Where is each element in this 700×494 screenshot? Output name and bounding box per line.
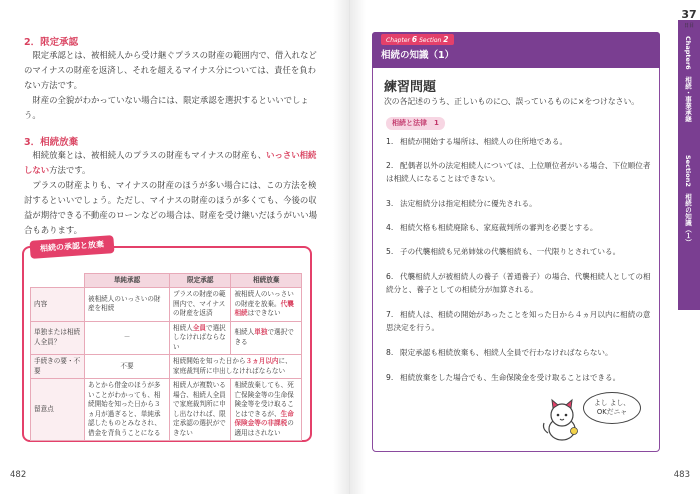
list-item: 2. 配偶者以外の法定相続人については、上位順位者がいる場合、下位順位者は相続人になることはできない。	[386, 161, 651, 183]
table-corner	[31, 274, 85, 288]
list-item: 3. 法定相続分は指定相続分に優先される。	[386, 199, 537, 208]
list-item: 5. 子の代襲相続も兄弟姉妹の代襲相続も、一代限りとされている。	[386, 247, 621, 256]
section-2-paragraph-2: 財産の全貌がわかっていない場合には、限定承認を選択するといいでしょう。	[24, 95, 309, 120]
section-3-title: 3．相続放棄	[24, 137, 79, 148]
page-number-left: 482	[10, 470, 27, 480]
section-3-paragraph-2: プラスの財産よりも、マイナスの財産のほうが多い場合には、この方法を検討するといいでしょう。ただし、マイナスの財産のほうが多くても、今後の収益が期待できる不動産のローンなどの場合は、財産を受け継いだほうがいい場合もあります。	[24, 180, 317, 235]
section-2-paragraph-1: 限定承認とは、被相続人から受け継ぐプラスの財産の範囲内で、借入れなどのマイナスの財産を返済し、それを超えるマイナス分については、責任を負わない方法です。	[24, 50, 317, 90]
cat-mascot-icon	[538, 395, 588, 445]
list-item: 6. 代襲相続人が被相続人の養子（普通養子）の場合、代襲相続人としての相続分と、養子としての相続分が加算される。	[386, 272, 651, 294]
day-number: 37	[681, 8, 697, 21]
table-row: 内容 被相続人のいっさいの財産を相続 プラスの財産の範囲内で、マイナスの財産を返済 被相続人のいっさいの財産を放棄。代襲相続はできない	[31, 288, 302, 322]
header-simple-acceptance: 単純承認	[85, 274, 170, 288]
section-3-paragraph-1: 相続放棄とは、被相続人のプラスの財産もマイナスの財産も、いっさい相続しない方法です。	[24, 150, 317, 175]
gutter-shadow	[333, 0, 349, 494]
table-row: 留意点 あとから借金のほうが多いことがわかっても、相続開始を知った日から３ヵ月が過ぎると、単純承認したものとみなされ、借金を背負うことになる 相続人が複数いる場合、相続人全員で家庭裁判所に申し出なければ、限定承認の選択ができない 相続放棄しても、死亡保険金等の生命保険金等を受け取ることはできるが、生命保険金等の非課税の適用はされない	[31, 379, 302, 441]
chapter-section-badge: Chapter 6 Section 2	[381, 34, 454, 45]
gutter-shadow	[350, 0, 366, 494]
list-item: 8. 限定承認も相続放棄も、相続人全員で行わなければならない。	[386, 348, 613, 357]
speech-bubble: よし よし、 OKだニャ	[583, 392, 641, 424]
comparison-table	[30, 273, 302, 441]
side-chapter-label: Chapter6 相続・事業承継	[684, 36, 692, 122]
side-section-label: Section2 相続の知識（１）	[684, 155, 692, 246]
day-unit: 日目	[683, 23, 694, 29]
table-row: 単独または相続人全員？ － 相続人全員で選択しなければならない 相続人単独で選択できる	[31, 321, 302, 355]
header-limited-acceptance: 限定承認	[170, 274, 231, 288]
exercise-topic-title: 相続の知識（1）	[381, 50, 455, 61]
highlight-no-inheritance: いっさい相続しない	[24, 150, 317, 175]
question-category-tag: 相続と法律 1	[386, 117, 445, 130]
exercise-box	[372, 32, 660, 452]
list-item: 9. 相続放棄をした場合でも、生命保険金を受け取ることはできる。	[386, 373, 621, 382]
table-title-tab: 相続の承認と放棄	[29, 235, 114, 259]
header-renunciation: 相続放棄	[231, 274, 302, 288]
section-2-title: 2．限定承認	[24, 37, 79, 48]
list-item: 4. 相続欠格も相続廃除も、家庭裁判所の審判を必要とする。	[386, 223, 598, 232]
list-item: 1. 相続が開始する場所は、相続人の住所地である。	[386, 137, 568, 146]
page-number-right: 483	[673, 470, 690, 480]
exercise-instructions: 次の各記述のうち、正しいものに○、誤っているものに×をつけなさい。	[384, 97, 640, 106]
list-item: 7. 相続人は、相続の開始があったことを知った日から４ヵ月以内に相続の意思決定を行う。	[386, 310, 651, 332]
table-row: 手続きの要・不要 不要 相続開始を知った日から３ヵ月以内に、家庭裁判所に申出しなければならない	[31, 355, 302, 379]
right-page	[350, 0, 700, 494]
exercise-title: 練習問題	[384, 80, 437, 95]
